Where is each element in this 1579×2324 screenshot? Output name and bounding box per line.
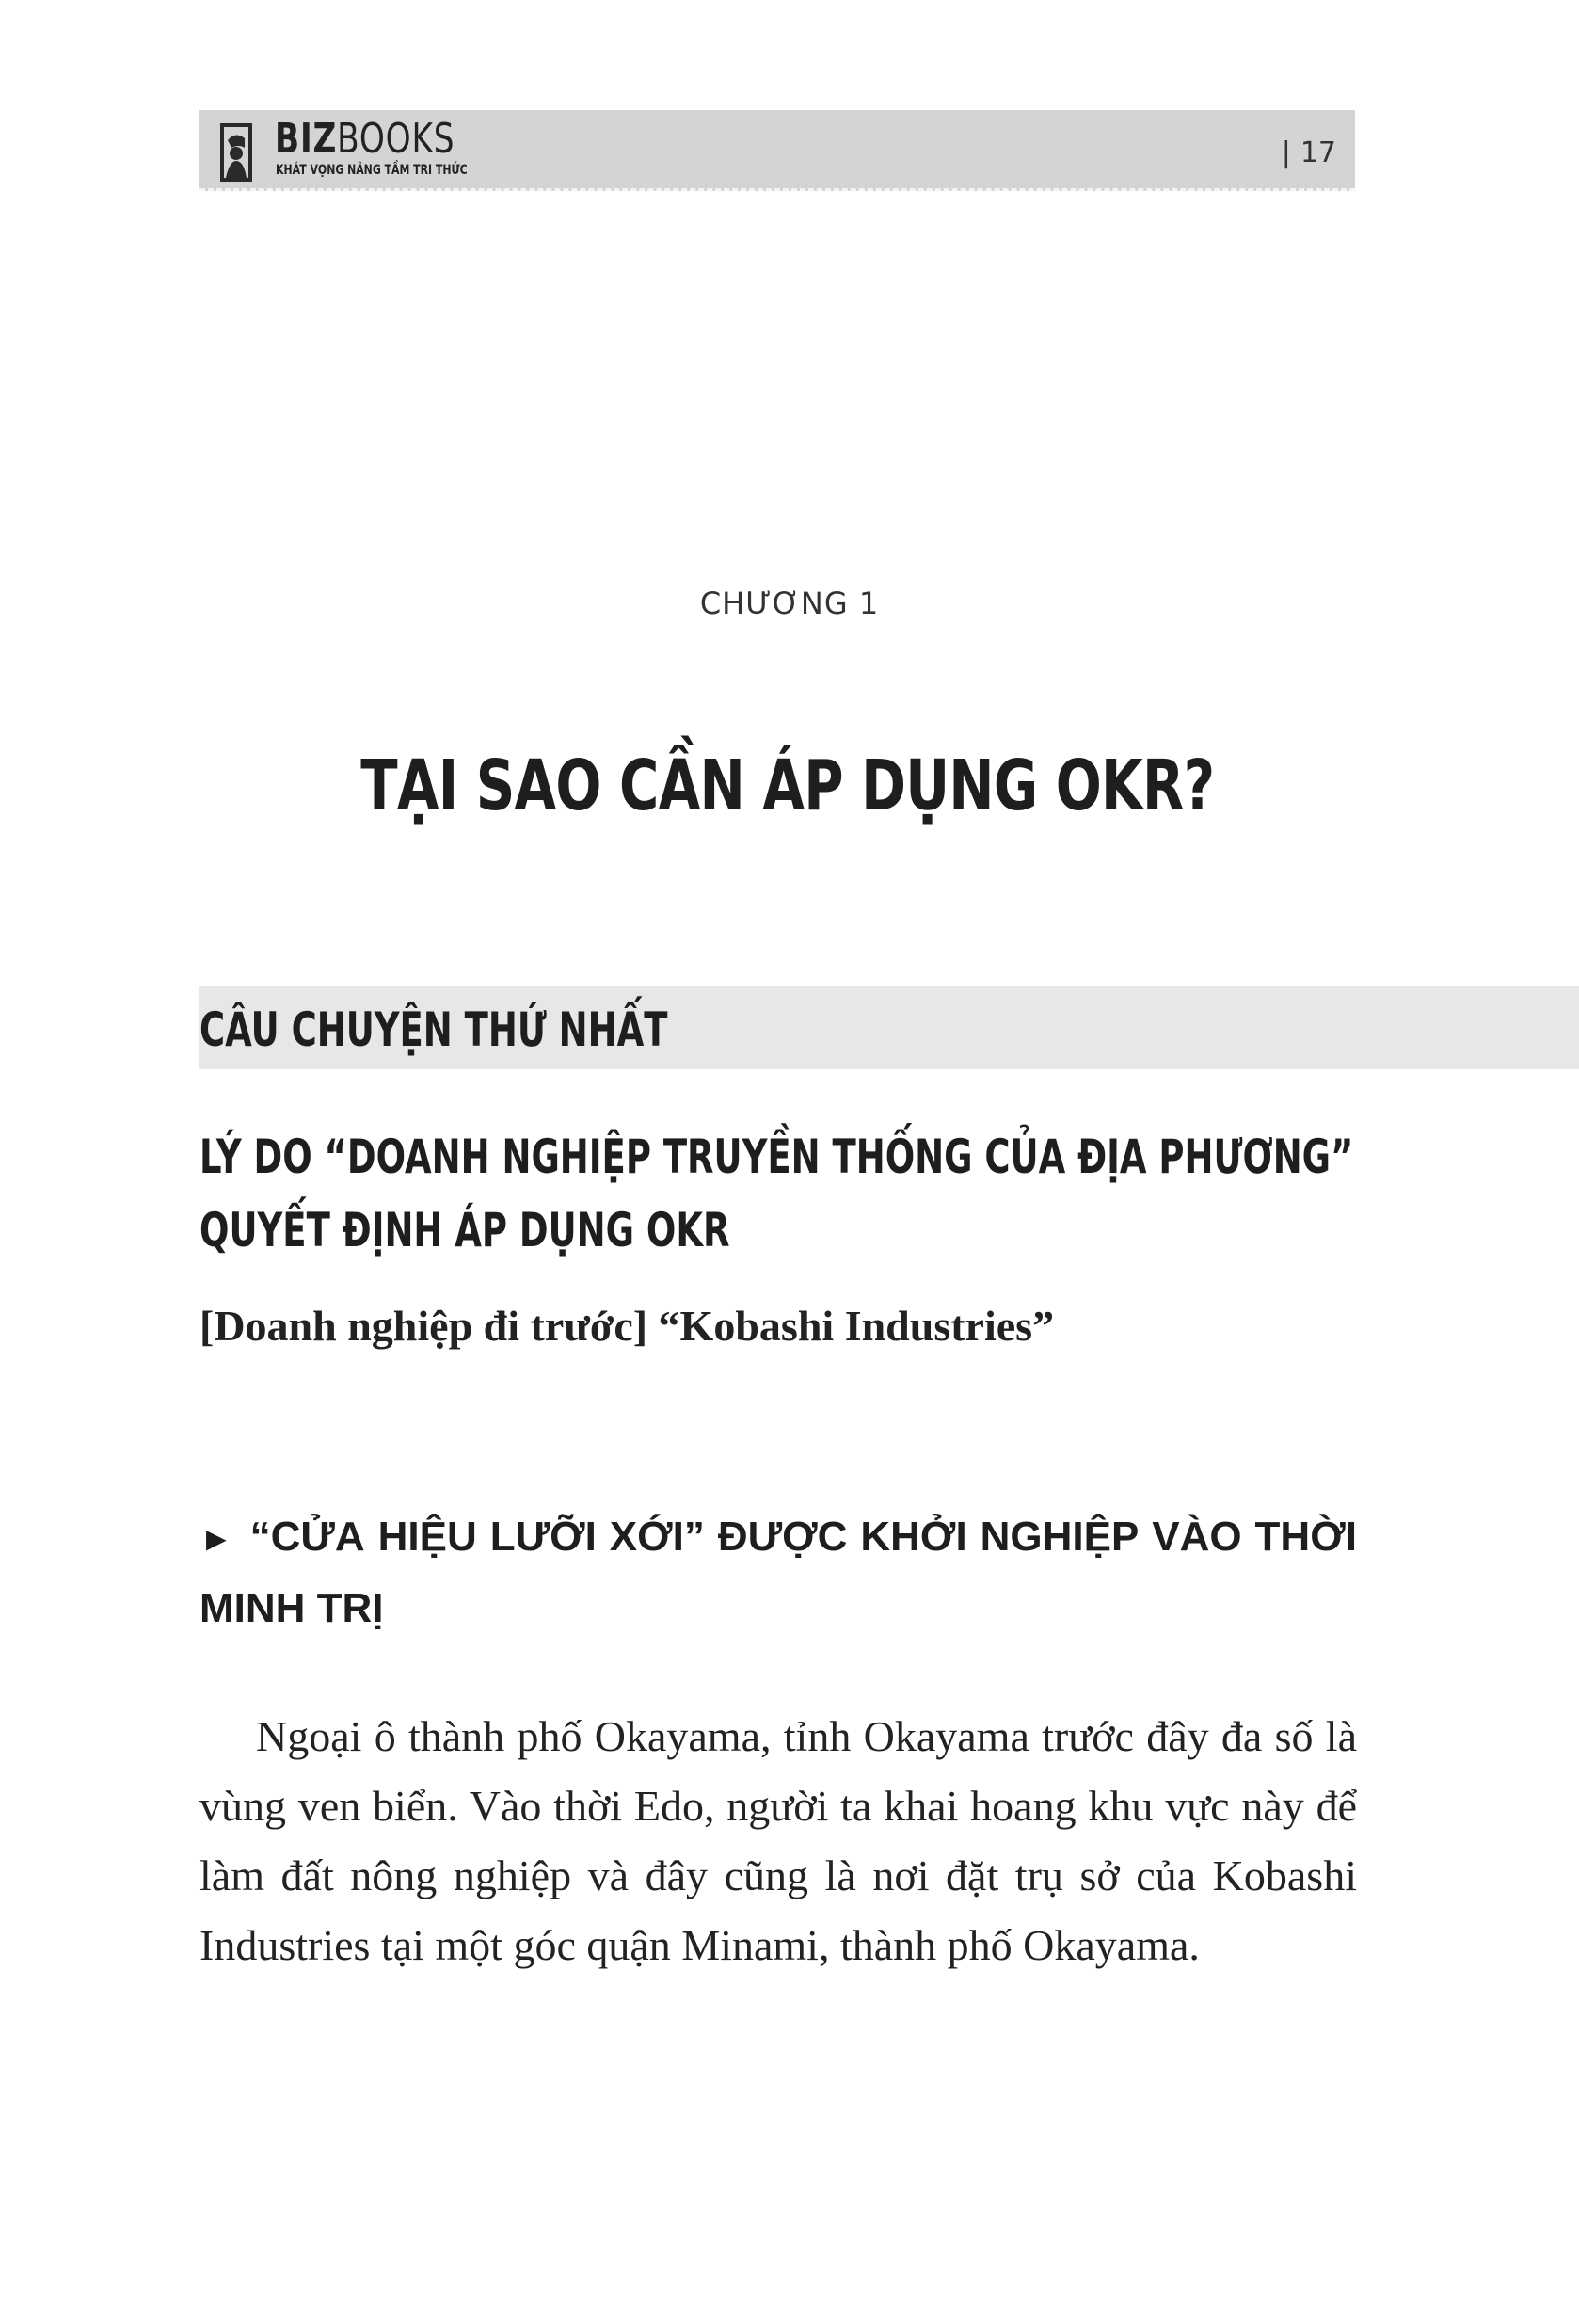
chapter-label: CHƯƠNG 1 [699, 585, 880, 621]
subsection-heading-line-1 [199, 1502, 1357, 1574]
subsection-word: VÀO [1152, 1514, 1242, 1560]
subsection-heading [199, 1502, 1357, 1643]
subsection-word: KHỞI [860, 1514, 967, 1560]
subsection-word: XỚI” [609, 1514, 705, 1560]
subsection-word: ĐƯỢC [717, 1514, 848, 1560]
subsection-word: LƯỠI [489, 1514, 597, 1560]
bizbooks-logo-icon [218, 120, 256, 185]
story-label: CÂU CHUYỆN THỨ NHẤT [199, 1002, 668, 1057]
section-subtitle: [Doanh nghiệp đi trước] “Kobashi Industries” [199, 1302, 1055, 1350]
page-number-separator: | [1281, 136, 1291, 169]
subsection-word: NGHIỆP [980, 1514, 1140, 1560]
section-title-line-1: LÝ DO “DOANH NGHIỆP TRUYỀN THỐNG CỦA ĐỊA PHƯƠNG” [199, 1130, 1354, 1184]
page-number: 17 [1300, 136, 1336, 169]
brand-name-bold: BIZ [275, 115, 338, 163]
section-title [199, 1120, 1354, 1267]
subsection-word: HIỆU [377, 1514, 477, 1560]
body-paragraph: Ngoại ô thành phố Okayama, tỉnh Okayama trước đây đa số là vùng ven biển. Vào thời Edo, người ta khai hoang khu vực này để làm đất nông nghiệp và đây cũng là nơi đặt trụ sở của Kobashi Industries tại một góc quận Minami, thành phố Okayama. [199, 1712, 1357, 1969]
brand-tagline: KHÁT VỌNG NÂNG TẦM TRI THỨC [276, 163, 468, 178]
subsection-arrow-icon: ► “CỬA [199, 1514, 365, 1560]
subsection-word: THỜI [1254, 1514, 1357, 1560]
page-header [199, 110, 1355, 191]
chapter-title: TẠI SAO CẦN ÁP DỤNG OKR? [360, 745, 1215, 826]
story-label-band [199, 986, 1579, 1069]
brand-name [275, 115, 455, 163]
page-number-area [1282, 136, 1336, 169]
section-title-line-2: QUYẾT ĐỊNH ÁP DỤNG OKR [199, 1203, 730, 1258]
brand-name-regular: BOOKS [337, 115, 455, 163]
subsection-heading-line-2: MINH TRỊ [199, 1585, 384, 1631]
